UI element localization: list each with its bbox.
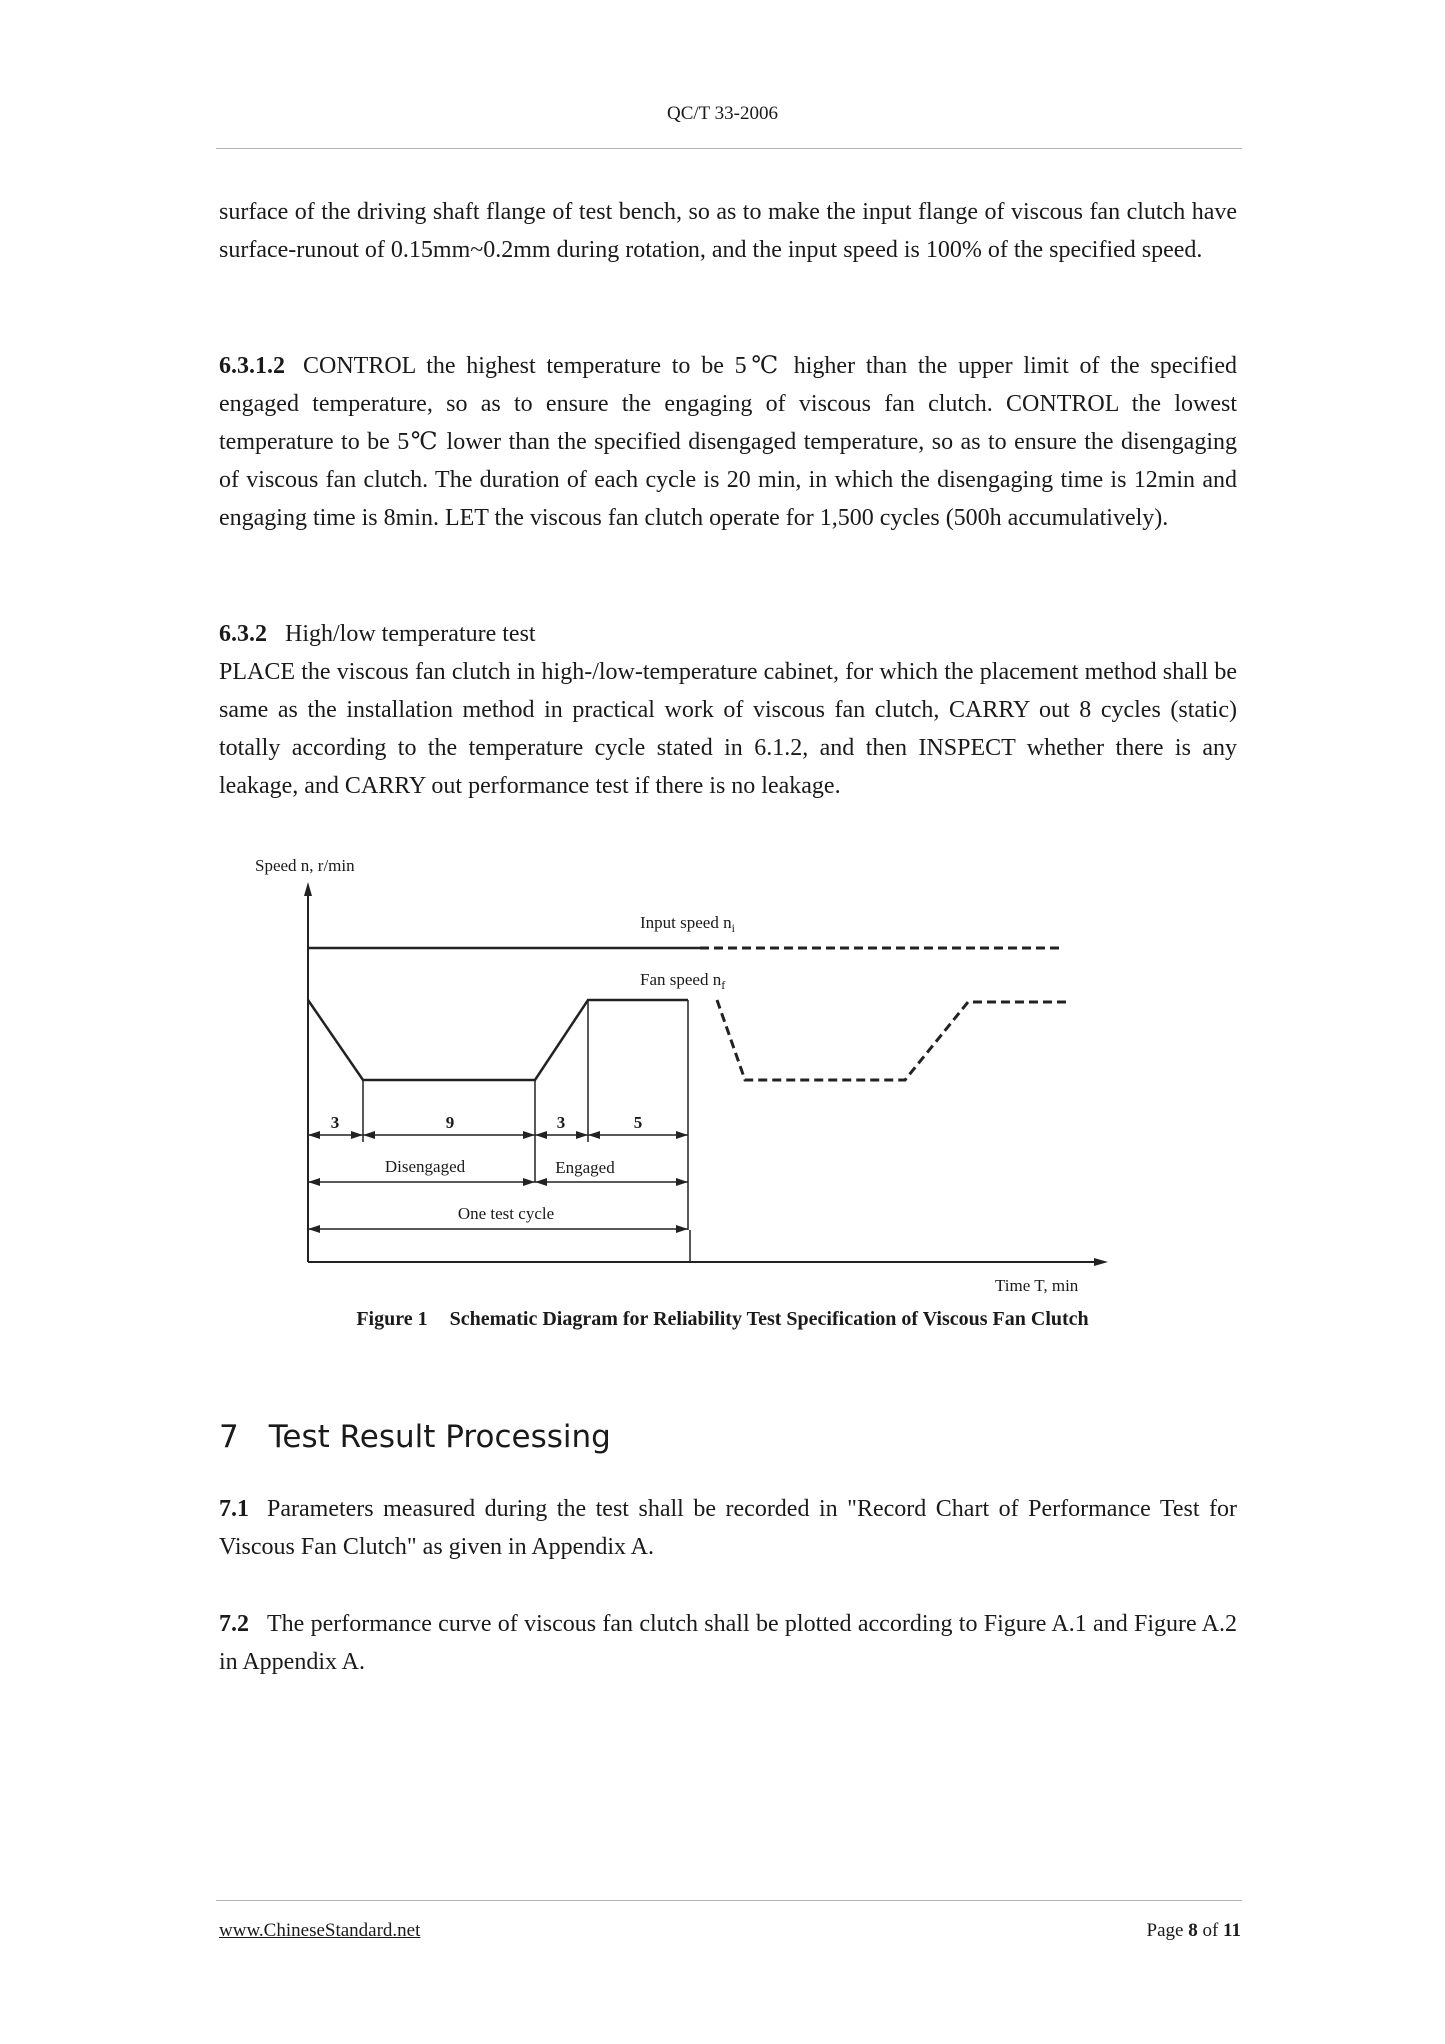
input-speed-label: Input speed $n_i$ xyxy=(640,913,735,935)
paragraph-text: surface of the driving shaft flange of test bench, so as to make the input flange of viscous fan clutch have surface-runout of 0.15mm~0.2mm during rotation, and the input speed is 100% of the specified speed. xyxy=(219,199,1237,263)
section-number: 7 xyxy=(219,1419,239,1455)
paragraph-text: PLACE the viscous fan clutch in high-/low-temperature cabinet, for which the placement method shall be same as the installation method in practical work of viscous fan clutch, CARRY out 8 cycles (static) totally according to the temperature cycle stated in 6.1.2, and then INSPECT whether there is any leakage, and CARRY out performance test if there is no leakage. xyxy=(219,659,1237,799)
current-page: 8 xyxy=(1188,1920,1198,1941)
interval-label: 3 xyxy=(556,1113,566,1132)
disengaged-label: Disengaged xyxy=(384,1157,466,1176)
fan-speed-line-dashed xyxy=(717,1000,1068,1080)
clause-title: High/low temperature test xyxy=(285,621,536,647)
caption-text: Schematic Diagram for Reliability Test Specification of Viscous Fan Clutch xyxy=(449,1308,1089,1330)
clause-number: 7.2 xyxy=(219,1611,249,1637)
interval-label: 5 xyxy=(633,1113,643,1132)
paragraph-text: CONTROL the highest temperature to be 5℃ higher than the upper limit of the specified engaged temperature, so as to ensure the engaging of viscous fan clutch. CONTROL the lowest temperature to be 5℃ lower than the specified disengaged temperature, so as to ensure the disengaging of viscous fan clutch. The duration of each cycle is 20 min, in which the disengaging time is 12min and engaging time is 8min. LET the viscous fan clutch operate for 1,500 cycles (500h accumulatively). xyxy=(219,353,1237,531)
section-title: Test Result Processing xyxy=(268,1419,611,1455)
page-header-doc-code: QC/T 33-2006 xyxy=(666,103,778,124)
engaged-label: Engaged xyxy=(555,1158,615,1177)
interval-label: 9 xyxy=(445,1113,455,1132)
website-link[interactable]: www.ChineseStandard.net xyxy=(219,1920,421,1941)
fan-speed-line xyxy=(308,1000,688,1080)
y-axis-label: Speed n, r/min xyxy=(255,856,355,875)
caption-number: Figure 1 xyxy=(356,1308,428,1330)
paragraph-text: Parameters measured during the test shall be recorded in "Record Chart of Performance Test for Viscous Fan Clutch" as given in Appendix A. xyxy=(219,1496,1237,1560)
x-axis-arrow xyxy=(1094,1258,1108,1266)
clause-number: 6.3.1.2 xyxy=(219,353,285,379)
total-pages: 11 xyxy=(1223,1920,1241,1941)
footer-rule xyxy=(216,1900,1242,1901)
clause-number: 7.1 xyxy=(219,1496,249,1522)
section-heading xyxy=(219,1419,611,1455)
clause-number: 6.3.2 xyxy=(219,621,267,647)
figure-caption xyxy=(0,1308,1445,1331)
cycle-label: One test cycle xyxy=(457,1204,555,1223)
y-axis-arrow xyxy=(304,882,312,896)
paragraph-7-2 xyxy=(219,1605,1237,1681)
x-axis-label: Time T, min xyxy=(995,1276,1079,1295)
fan-speed-label: Fan speed $n_f$ xyxy=(640,970,726,992)
interval-label: 3 xyxy=(330,1113,340,1132)
paragraph-text: The performance curve of viscous fan clutch shall be plotted according to Figure A.1 and Figure A.2 in Appendix A. xyxy=(219,1611,1237,1675)
page-number: Page 8 of 11 xyxy=(1146,1920,1241,1941)
paragraph-7-1 xyxy=(219,1490,1237,1566)
